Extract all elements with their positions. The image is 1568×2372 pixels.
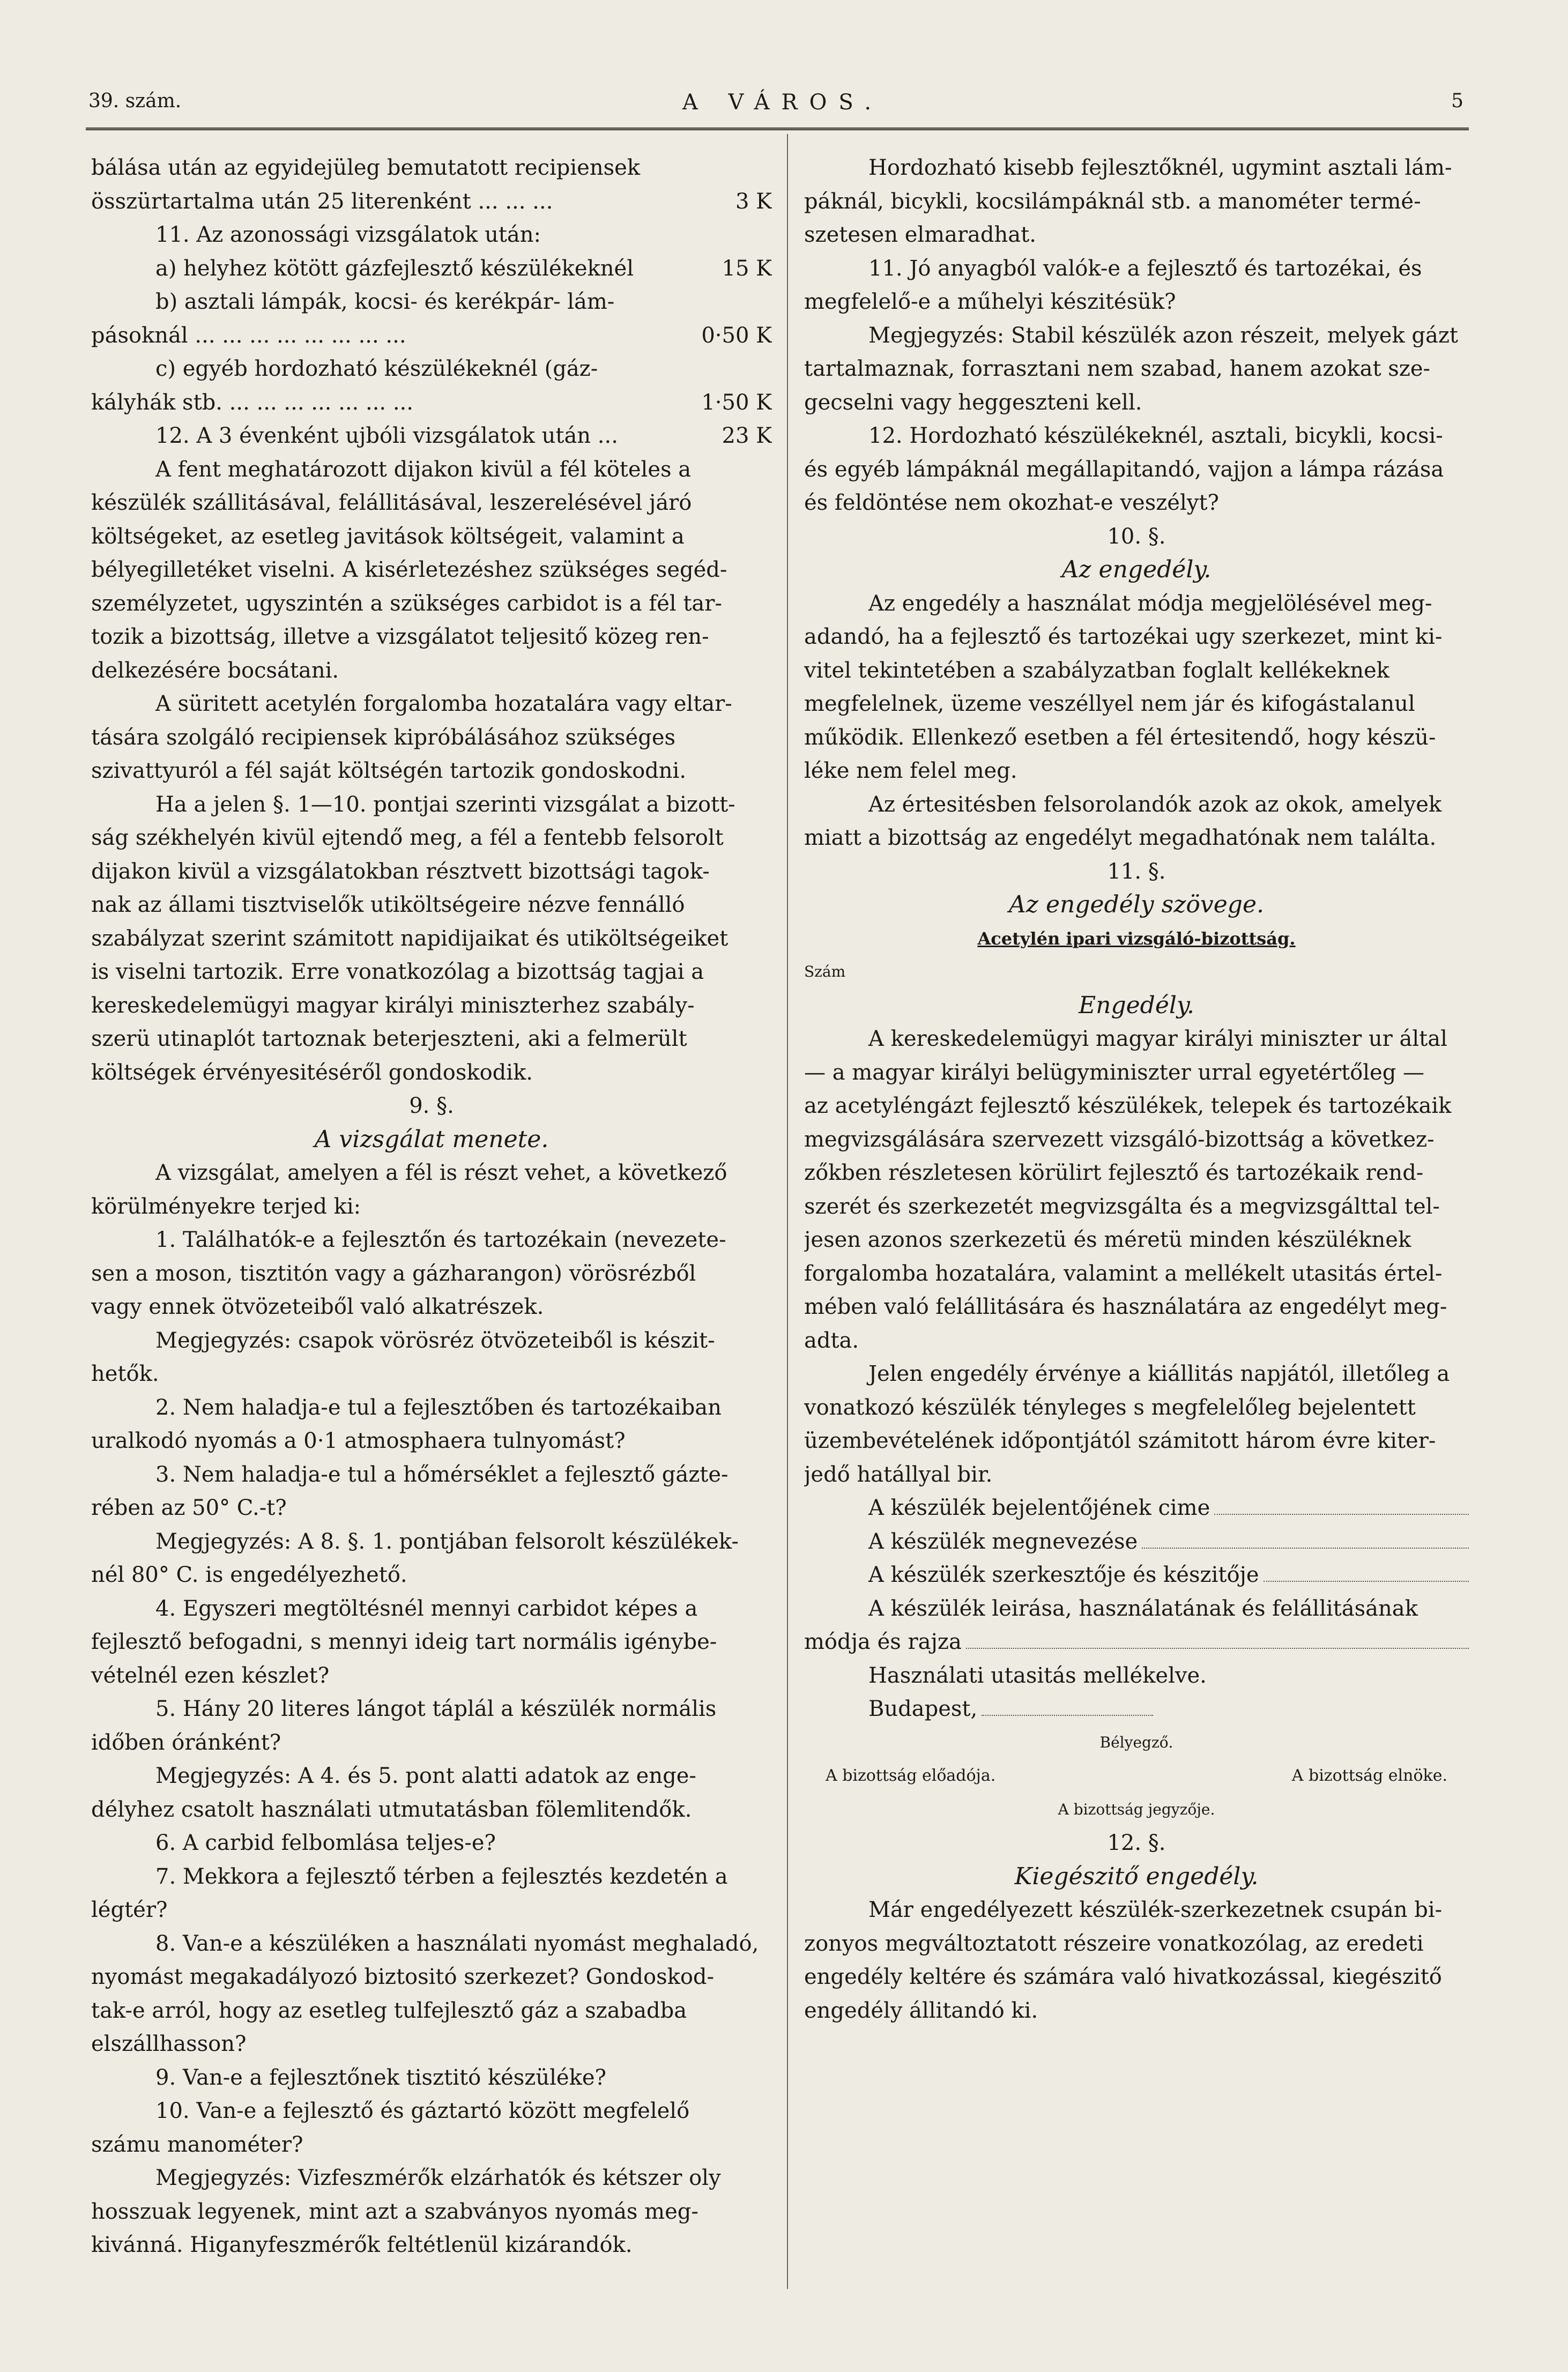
form-field-description: A készülék leirása, használatának és felállitásának: [868, 1596, 1418, 1621]
fee-label: kályhák stb. ... ... ... ... ... ... ...: [91, 390, 413, 415]
text-line: tak-e arról, hogy az esetleg tulfejlesztő gáz a szabadba: [91, 1998, 687, 2023]
text-line: 1. Találhatók-e a fejlesztőn és tartozékain (nevezete-: [155, 1228, 726, 1252]
publication-title: A VÁROS.: [682, 90, 883, 115]
text-line: Megjegyzés: A 4. és 5. pont alatti adatok az enge-: [155, 1764, 696, 1788]
fee-row: [91, 419, 772, 453]
fee-label: a) helyhez kötött gázfejlesztő készülékeknél: [155, 256, 634, 281]
text-line: vagy ennek ötvözeteiből való alkatrészek.: [91, 1295, 544, 1319]
text-line: A fent meghatározott dijakon kivül a fél köteles a: [155, 457, 692, 482]
text-line: és egyéb lámpáknál megállapitandó, vajjon a lámpa rázása: [804, 457, 1444, 482]
text-line: mében való felállitására és használatára az engedélyt meg-: [804, 1295, 1447, 1319]
text-line: délyhez csatolt használati utmutatásban fölemlitendők.: [91, 1797, 692, 1822]
text-line: tozik a bizottság, illetve a vizsgálatot teljesitő közeg ren-: [91, 624, 709, 649]
text-line: körülményekre terjed ki:: [91, 1194, 361, 1219]
text-line: engedély állitandó ki.: [804, 1998, 1038, 2023]
text-line: 8. Van-e a készüléken a használati nyomást meghaladó,: [155, 1931, 759, 1956]
fee-row: [91, 319, 772, 353]
text-line: 7. Mekkora a fejlesztő térben a fejlesztés kezdetén a: [155, 1864, 728, 1889]
text-line: bélyegilletéket viselni. A kisérletezéshez szükséges segéd-: [91, 557, 727, 582]
text-line: Használati utasitás mellékelve.: [868, 1663, 1207, 1688]
text-line: ság székhelyén kivül ejtendő meg, a fél a fentebb felsorolt: [91, 826, 724, 850]
text-line: 5. Hány 20 literes lángot táplál a készülék normális: [155, 1697, 717, 1721]
text-line: Az értesitésben felsorolandók azok az okok, amelyek: [868, 792, 1442, 817]
number-label: Szám: [804, 963, 846, 980]
text-line: 11. Az azonossági vizsgálatok után:: [155, 222, 541, 247]
text-line: Az engedély a használat módja megjelölésével meg-: [868, 591, 1432, 616]
text-line: miatt a bizottság az engedélyt megadhatónak nem találta.: [804, 826, 1437, 850]
text-line: költségeket, az esetleg javitások költségeit, valamint a: [91, 524, 685, 549]
text-line: 11. Jó anyagból valók-e a fejlesztő és tartozékai, és: [868, 256, 1422, 281]
section-number: 12. §.: [1107, 1831, 1166, 1855]
text-line: működik. Ellenkező esetben a fél értesitendő, hogy készü-: [804, 725, 1436, 750]
text-line: fejlesztő befogadni, s mennyi ideig tart normális igénybe-: [91, 1630, 717, 1654]
signature-chairman: A bizottság elnöke.: [1291, 1766, 1447, 1785]
text-line: adandó, ha a fejlesztő és tartozékai ugy szerkezet, mint ki-: [804, 624, 1443, 649]
text-line: hosszuak legyenek, mint azt a szabványos nyomás meg-: [91, 2199, 698, 2224]
text-line: Megjegyzés: csapok vörösréz ötvözeteiből is készit-: [155, 1328, 715, 1353]
section-number: 10. §.: [1107, 524, 1166, 549]
text-line: jedő hatállyal bir.: [804, 1462, 993, 1487]
text-line: vonatkozó készülék tényleges s megfelelőleg bejelentett: [804, 1395, 1416, 1420]
text-line: Jelen engedély érvénye a kiállitás napjától, illetőleg a: [868, 1362, 1450, 1386]
text-line: 12. Hordozható készülékeknél, asztali, bicykli, kocsi-: [868, 423, 1443, 448]
text-line: kivánná. Higanyfeszmérők feltétlenül kizárandók.: [91, 2233, 633, 2257]
text-line: 9. Van-e a fejlesztőnek tisztitó készüléke?: [155, 2065, 606, 2090]
text-line: A vizsgálat, amelyen a fél is részt vehet, a következő: [155, 1161, 727, 1185]
text-line: 10. Van-e a fejlesztő és gáztartó között megfelelő: [155, 2099, 690, 2123]
text-line: szerét és szerkezetét megvizsgálta és a megvizsgálttal tel-: [804, 1194, 1440, 1219]
fee-amount: 23 K: [722, 423, 772, 448]
signature-rapporteur: A bizottság előadója.: [826, 1766, 996, 1785]
text-line: sen a moson, tisztitón vagy a gázharangon) vörösrézből: [91, 1261, 696, 1286]
right-column: [804, 151, 1469, 2027]
stamp-label: Bélyegző.: [1099, 1733, 1173, 1751]
text-line: is viselni tartozik. Erre vonatkozólag a bizottság tagjai a: [91, 960, 704, 984]
text-line: gecselni vagy heggeszteni kell.: [804, 390, 1142, 415]
text-line: zőkben részletesen körülirt fejlesztő és tartozékaik rend-: [804, 1161, 1424, 1185]
text-line: A süritett acetylén forgalomba hozatalára vagy eltar-: [155, 691, 732, 716]
text-line: kereskedelemügyi magyar királyi miniszterhez szabály-: [91, 993, 695, 1018]
form-field-place-date: Budapest,: [804, 1692, 1469, 1726]
text-line: és feldöntése nem okozhat-e veszélyt?: [804, 490, 1219, 515]
text-line: dijakon kivül a vizsgálatokban résztvett bizottsági tagok-: [91, 859, 710, 884]
text-line: adta.: [804, 1328, 859, 1353]
text-line: páknál, bicykli, kocsilámpáknál stb. a manométer termé-: [804, 189, 1421, 214]
text-line: — a magyar királyi belügyminiszter urral egyetértőleg —: [804, 1060, 1425, 1085]
text-line: készülék szállitásával, felállitásával, leszerelésével járó: [91, 490, 692, 515]
text-line: megfelelnek, üzeme veszéllyel nem jár és kifogástalanul: [804, 691, 1415, 716]
text-line: A kereskedelemügyi magyar királyi miniszter ur által: [868, 1027, 1447, 1051]
text-line: uralkodó nyomás a 0·1 atmosphaera tulnyomást?: [91, 1429, 626, 1453]
form-field-drawing: módja és rajza: [804, 1625, 1469, 1659]
column-divider: [787, 134, 788, 2289]
fee-row: [91, 185, 772, 219]
section-title: Az engedély.: [1061, 556, 1212, 583]
fee-row: [91, 252, 772, 286]
fee-amount: 15 K: [722, 256, 772, 281]
text-line: nak az állami tisztviselők utiköltségeire nézve fennálló: [91, 893, 685, 917]
header-rule: [86, 128, 1469, 130]
fee-row: [91, 386, 772, 420]
text-line: forgalomba hozatalára, valamint a mellékelt utasitás értel-: [804, 1261, 1443, 1286]
text-line: hetők.: [91, 1362, 159, 1386]
text-line: személyzetet, ugyszintén a szükséges carbidot is a fél tar-: [91, 591, 722, 616]
form-field-maker: A készülék szerkesztője és készitője: [804, 1558, 1469, 1592]
section-title: A vizsgálat menete.: [314, 1125, 549, 1153]
text-line: 4. Egyszeri megtöltésnél mennyi carbidot képes a: [155, 1596, 698, 1621]
text-line: nyomást megakadályozó biztositó szerkezet? Gondoskod-: [91, 1965, 715, 1989]
fee-label: összürtartalma után 25 literenként ... ... ...: [91, 189, 553, 214]
section-title: Kiegészitő engedély.: [1014, 1862, 1259, 1890]
text-line: megfelelő-e a műhelyi készitésük?: [804, 289, 1176, 314]
issue-number: 39. szám.: [88, 90, 182, 112]
text-line: megvizsgálására szervezett vizsgáló-bizottság a következ-: [804, 1127, 1435, 1152]
text-line: költségek érvényesitéséről gondoskodik.: [91, 1060, 533, 1085]
text-line: jesen azonos szerkezetü és méretü minden készüléknek: [804, 1228, 1411, 1252]
text-line: elszállhasson?: [91, 2032, 247, 2056]
section-number: 11. §.: [1107, 859, 1166, 884]
fee-amount: 1·50 K: [701, 390, 772, 415]
text-line: az acetyléngázt fejlesztő készülékek, telepek és tartozékaik: [804, 1094, 1452, 1118]
text-line: c) egyéb hordozható készülékeknél (gáz-: [155, 356, 598, 381]
permit-heading: Engedély.: [1079, 991, 1194, 1019]
section-title: Az engedély szövege.: [1009, 891, 1264, 918]
text-line: szivattyuról a fél saját költségén tartozik gondoskodni.: [91, 759, 687, 783]
text-line: 6. A carbid felbomlása teljes-e?: [155, 1831, 496, 1855]
text-line: szetesen elmaradhat.: [804, 222, 1036, 247]
text-line: 2. Nem haladja-e tul a fejlesztőben és tartozékaiban: [155, 1395, 722, 1420]
text-line: üzembevételének időpontjától számitott három évre kiter-: [804, 1429, 1436, 1453]
signature-row: [804, 1759, 1469, 1793]
fee-amount: 0·50 K: [701, 323, 772, 348]
text-line: delkezésére bocsátani.: [91, 658, 339, 683]
signature-secretary: A bizottság jegyzője.: [1058, 1800, 1215, 1818]
text-line: Megjegyzés: Vizfeszmérők elzárhatók és kétszer oly: [155, 2166, 721, 2190]
text-line: vételnél ezen készlet?: [91, 1663, 330, 1688]
fee-amount: 3 K: [735, 189, 772, 214]
text-line: Már engedélyezett készülék-szerkezetnek csupán bi-: [868, 1898, 1443, 1922]
text-line: szabályzat szerint számitott napidijaikat és utiköltségeiket: [91, 926, 729, 951]
section-number: 9. §.: [409, 1094, 454, 1118]
text-line: rében az 50° C.-t?: [91, 1496, 287, 1520]
fee-label: 12. A 3 évenként ujbóli vizsgálatok után ...: [155, 423, 618, 448]
text-line: Megjegyzés: Stabil készülék azon részeit, melyek gázt: [868, 323, 1458, 348]
text-line: bálása után az egyidejüleg bemutatott recipiensek: [91, 155, 641, 180]
text-line: légtér?: [91, 1898, 168, 1922]
text-line: Megjegyzés: A 8. §. 1. pontjában felsorolt készülékek-: [155, 1529, 739, 1554]
text-line: léke nem felel meg.: [804, 759, 1017, 783]
text-line: tására szolgáló recipiensek kipróbálásához szükséges: [91, 725, 676, 750]
text-line: vitel tekintetében a szabályzatban foglalt kellékeknek: [804, 658, 1389, 683]
text-line: Hordozható kisebb fejlesztőknél, ugymint asztali lám-: [868, 155, 1452, 180]
text-line: 3. Nem haladja-e tul a hőmérséklet a fejlesztő gázte-: [155, 1462, 729, 1487]
text-line: szerü utinaplót tartoznak beterjeszteni, aki a felmerült: [91, 1027, 687, 1051]
text-line: b) asztali lámpák, kocsi- és kerékpár- lám-: [155, 289, 615, 314]
text-line: zonyos megváltoztatott részeire vonatkozólag, az eredeti: [804, 1931, 1424, 1956]
text-line: időben óránként?: [91, 1730, 281, 1755]
text-line: tartalmaznak, forrasztani nem szabad, hanem azokat sze-: [804, 356, 1431, 381]
page-number: 5: [1451, 90, 1463, 112]
form-field-name: A készülék megnevezése: [804, 1525, 1469, 1559]
text-line: számu manométer?: [91, 2132, 303, 2157]
committee-name: Acetylén ipari vizsgáló-bizottság.: [977, 928, 1296, 949]
form-field-address: A készülék bejelentőjének cime: [804, 1491, 1469, 1525]
left-column: [91, 151, 772, 2262]
text-line: nél 80° C. is engedélyezhető.: [91, 1563, 407, 1587]
fee-label: pásoknál ... ... ... ... ... ... ... ...: [91, 323, 406, 348]
text-line: engedély keltére és számára való hivatkozással, kiegészitő: [804, 1965, 1442, 1989]
text-line: Ha a jelen §. 1—10. pontjai szerinti vizsgálat a bizott-: [155, 792, 735, 817]
